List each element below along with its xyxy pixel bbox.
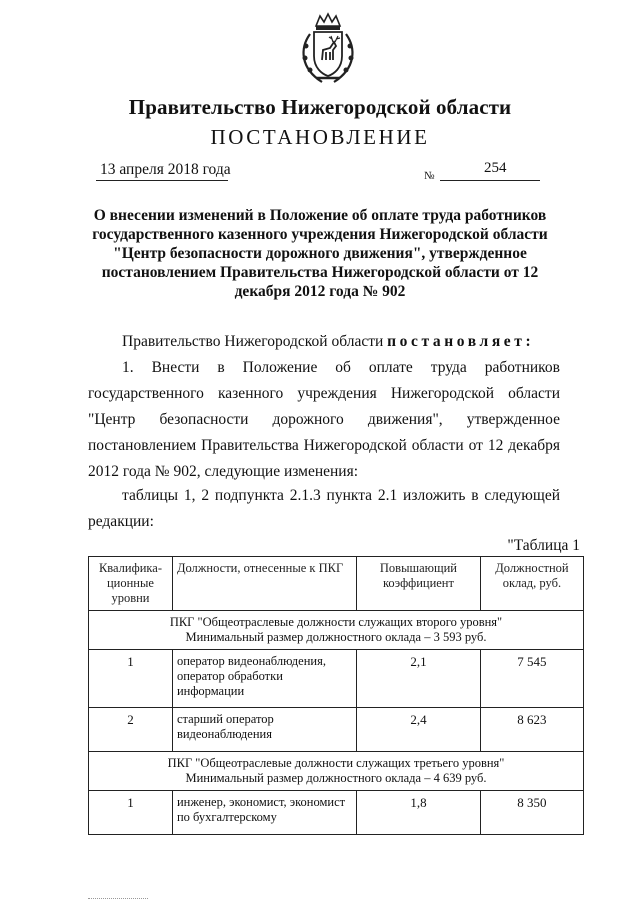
group-row xyxy=(89,752,584,791)
table-row xyxy=(89,650,584,708)
table-header-row xyxy=(89,557,584,611)
document-date: 13 апреля 2018 года xyxy=(100,161,231,178)
header-cell: Повышающий коэффициент xyxy=(357,557,481,611)
group-title: ПКГ "Общеотраслевые должности служащих второго уровня" xyxy=(169,615,503,629)
coef-cell: 1,8 xyxy=(357,791,481,835)
salary-cell: 8 350 xyxy=(480,791,583,835)
salary-cell: 7 545 xyxy=(480,650,583,708)
page-edge-mark xyxy=(88,898,148,901)
coef-cell: 2,1 xyxy=(357,650,481,708)
group-title: ПКГ "Общеотраслевые должности служащих третьего уровня" xyxy=(167,756,505,770)
position-cell: инженер, экономист, экономист по бухгалтерскому xyxy=(172,791,356,835)
coef-cell: 2,4 xyxy=(357,708,481,752)
document-subject: О внесении изменений в Положение об оплате труда работников государственного казенного учреждения Нижегородской области "Центр безопасности дорожного движения", утвержденное постановлением Правительства Нижегородской области от 12 декабря 2012 года № 902 xyxy=(92,207,548,300)
government-title: Правительство Нижегородской области xyxy=(128,95,512,119)
table-row xyxy=(89,791,584,835)
coat-of-arms-icon xyxy=(296,12,360,86)
item-1-subparagraph: таблицы 1, 2 подпункта 2.1.3 пункта 2.1 изложить в следующей редакции: xyxy=(88,487,560,530)
intro-decree-word: постановляет: xyxy=(387,333,535,350)
group-cell xyxy=(89,752,584,791)
header-cell: Квалифика-ционные уровни xyxy=(89,557,173,611)
level-cell: 1 xyxy=(89,650,173,708)
level-cell: 2 xyxy=(89,708,173,752)
table-row xyxy=(89,708,584,752)
date-underline xyxy=(96,180,228,181)
intro-paragraph xyxy=(88,329,560,355)
item-1-paragraph: 1. Внести в Положение об оплате труда работников государственного казенного учреждения Нижегородской области "Центр безопасности дорожного движения", утвержденное постановлением Правительства Нижегородской области от 12 декабря 2012 года № 902, следующие изменения: xyxy=(88,359,560,480)
document-number: 254 xyxy=(484,160,507,176)
table-caption: "Таблица 1 xyxy=(507,537,580,554)
header-cell: Должности, отнесенные к ПКГ xyxy=(172,557,356,611)
salary-table xyxy=(88,556,584,835)
group-min-salary: Минимальный размер должностного оклада – 4 639 руб. xyxy=(185,771,487,785)
number-label: № xyxy=(424,170,435,182)
position-cell: старший оператор видеонаблюдения xyxy=(172,708,356,752)
salary-cell: 8 623 xyxy=(480,708,583,752)
number-underline xyxy=(440,180,540,181)
level-cell: 1 xyxy=(89,791,173,835)
header-cell: Должностной оклад, руб. xyxy=(480,557,583,611)
intro-text: Правительство Нижегородской области xyxy=(122,333,384,350)
group-min-salary: Минимальный размер должностного оклада – 3 593 руб. xyxy=(185,630,487,644)
position-cell: оператор видеонаблюдения, оператор обработки информации xyxy=(172,650,356,708)
group-row xyxy=(89,611,584,650)
group-cell xyxy=(89,611,584,650)
document-type: ПОСТАНОВЛЕНИЕ xyxy=(210,125,430,149)
